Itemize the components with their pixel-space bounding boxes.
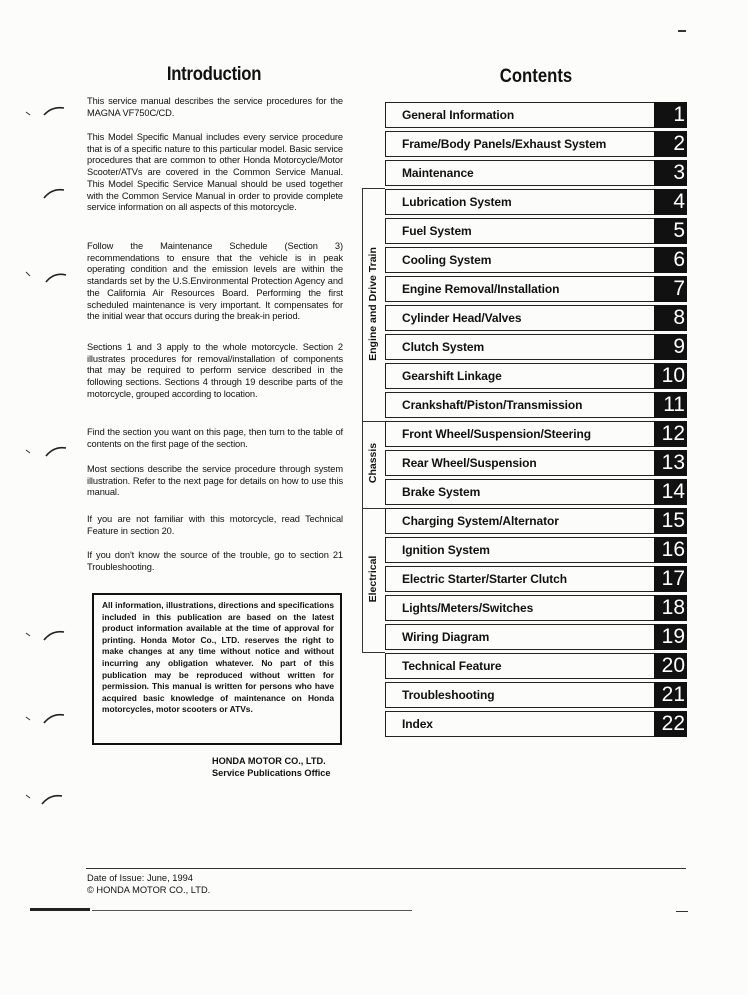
intro-paragraph-2: This Model Specific Manual includes every service procedure that is of a specific nature to this particular model. Basic service procedures that are common to other Honda Motorcycle/Motor Scooter/ATVs are covered in the Common Service Manual. This Model Specific Service Manual should be used together with the Common Service Manual in order to provide complete service information on all aspects of this motorcycle. [87,132,343,213]
scan-mark [44,108,64,115]
toc-label: Brake System [402,485,481,499]
publisher-office: Service Publications Office [212,768,331,778]
toc-label: Engine Removal/Installation [402,282,560,296]
copyright-line: © HONDA MOTOR CO., LTD. [87,885,211,895]
toc-row[interactable] [385,566,687,592]
toc-label: Index [402,717,433,731]
toc-number: 1 [654,102,687,128]
toc-number: 14 [654,479,687,505]
toc-number: 15 [654,508,687,534]
intro-paragraph-7: If you are not familiar with this motorcycle, read Technical Feature in section 20. [87,514,343,536]
toc-label: Electric Starter/Starter Clutch [402,572,567,586]
engine-group-label: Engine and Drive Train [367,247,379,361]
toc-row[interactable] [385,450,687,476]
contents-title: Contents [499,66,573,87]
toc-label: Troubleshooting [402,688,495,702]
toc-label: Clutch System [402,340,485,354]
toc-row[interactable] [385,537,687,563]
toc-row[interactable] [385,218,687,244]
issue-date: Date of Issue: June, 1994 [87,873,193,883]
intro-paragraph-5: Find the section you want on this page, then turn to the table of contents on the first page of the section. [87,427,343,449]
toc-row[interactable] [385,160,687,186]
toc-row[interactable] [385,595,687,621]
toc-row[interactable] [385,247,687,273]
toc-number: 17 [654,566,687,592]
toc-label: Maintenance [402,166,474,180]
toc-label: Lubrication System [402,195,512,209]
toc-label: Gearshift Linkage [402,369,502,383]
toc-row[interactable] [385,711,687,737]
toc-number: 8 [654,305,687,331]
legal-notice-text: All information, illustrations, directions and specifications included in this publication are based on the latest product information available at the time of approval for printing. Honda Motor Co., LTD. reserves the right to make changes at any time without notice and without incurring any obligation whatever. No part of this publication may be reproduced without written for permission. This manual is written for persons who have acquired basic knowledge of maintenance on Honda motorcycles, motor scooters or ATVs. [102,600,334,715]
scan-mark [42,796,62,804]
toc-number: 5 [654,218,687,244]
intro-paragraph-6: Most sections describe the service procedure through system illustration. Refer to the next page for details on how to use this manual. [87,464,343,498]
scan-edge-mark [30,908,90,911]
toc-row[interactable] [385,305,687,331]
toc-row[interactable] [385,624,687,650]
toc-row[interactable] [385,653,687,679]
toc-row[interactable] [385,363,687,389]
toc-number: 12 [654,421,687,447]
toc-number: 2 [654,131,687,157]
toc-number: 13 [654,450,687,476]
scan-corner-mark [676,911,688,912]
toc-label: Technical Feature [402,659,502,673]
toc-number: 10 [654,363,687,389]
toc-number: 20 [654,653,687,679]
toc-label: Charging System/Alternator [402,514,559,528]
toc-row[interactable] [385,508,687,534]
intro-paragraph-8: If you don't know the source of the trouble, go to section 21 Troubleshooting. [87,550,343,572]
toc-row[interactable] [385,131,687,157]
toc-label: Rear Wheel/Suspension [402,456,537,470]
toc-row[interactable] [385,334,687,360]
scan-mark [44,632,64,640]
intro-paragraph-3: Follow the Maintenance Schedule (Section 3) recommendations to ensure that the vehicle is in peak operating condition and the emission levels are within the standards set by the U.S.Environmental Protection Agency and the California Air Resources Board. Performing the first scheduled maintenance is very important. It compensates for the initial wear that occurs during the break-in period. [87,241,343,322]
legal-notice-box [92,593,342,745]
toc-number: 22 [654,711,687,737]
toc-number: 6 [654,247,687,273]
scan-edge-mark [92,910,412,911]
scan-corner-mark [678,30,686,32]
toc-row[interactable] [385,276,687,302]
scan-mark [44,190,64,198]
chassis-group-label: Chassis [367,442,379,484]
toc-number: 7 [654,276,687,302]
publisher-block [212,755,330,779]
toc-label: Cylinder Head/Valves [402,311,522,325]
scan-mark [44,715,64,723]
toc-number: 21 [654,682,687,708]
toc-row[interactable] [385,392,687,418]
intro-paragraph-4: Sections 1 and 3 apply to the whole motorcycle. Section 2 illustrates procedures for removal/installation of components that may be required to perform service described in the following sections. Sections 4 through 19 describe parts of the motorcycle, grouped according to location. [87,342,343,399]
toc-label: Ignition System [402,543,490,557]
publisher-name: HONDA MOTOR CO., LTD. [212,756,326,766]
electrical-group-label: Electrical [367,555,379,603]
toc-label: Crankshaft/Piston/Transmission [402,398,583,412]
toc-label: Frame/Body Panels/Exhaust System [402,137,607,151]
introduction-title: Introduction [166,64,262,85]
toc-number: 11 [654,392,687,418]
toc-row[interactable] [385,479,687,505]
binder-marks [22,100,72,820]
toc-number: 9 [654,334,687,360]
toc-row[interactable] [385,102,687,128]
issue-block [87,872,210,896]
toc-label: Cooling System [402,253,492,267]
toc-number: 3 [654,160,687,186]
toc-row[interactable] [385,421,687,447]
toc-label: Wiring Diagram [402,630,490,644]
toc-number: 19 [654,624,687,650]
footer-divider [86,868,686,869]
toc-label: Lights/Meters/Switches [402,601,534,615]
toc-label: General Information [402,108,515,122]
intro-paragraph-1: This service manual describes the service procedures for the MAGNA VF750C/CD. [87,96,343,118]
toc-row[interactable] [385,189,687,215]
toc-number: 4 [654,189,687,215]
toc-label: Fuel System [402,224,472,238]
scan-mark [46,448,66,456]
scan-mark [46,274,66,282]
toc-number: 16 [654,537,687,563]
toc-label: Front Wheel/Suspension/Steering [402,427,591,441]
toc-row[interactable] [385,682,687,708]
toc-number: 18 [654,595,687,621]
